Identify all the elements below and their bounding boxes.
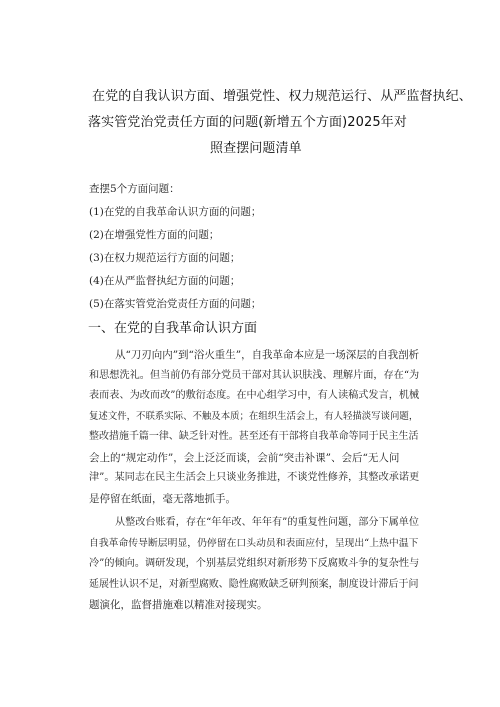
section-heading: 一、在党的自我革命认识方面 [88,321,258,336]
title-line-3: 照查摆问题清单 [210,141,302,156]
paragraph-line: 表而表、为改而改”的敷衍态度。在中心组学习中，有人读稿式发言，机械 [89,390,420,401]
intro-item-4: (4)在从严监督执纪方面的问题； [89,275,241,287]
paragraph-line: 冷”的倾向。调研发现，个别基层党组织对新形势下反腐败斗争的复杂性与 [89,558,420,569]
paragraph-line: 和思想洗礼。但当前仍有部分党员干部对其认识肤浅、理解片面，存在“为 [89,369,420,381]
paragraph-line: 从整改台账看，存在“年年改、年年有”的重复性问题，部分下属单位 [115,517,419,528]
title-line-2: 落实管党治党责任方面的问题(新增五个方面)2025年对 [88,115,407,130]
paragraph-line: 是停留在纸面，毫无落地抓手。 [89,492,236,505]
intro-item-3: (3)在权力规范运行方面的问题； [89,252,241,264]
intro-lead: 查摆5个方面问题： [89,183,180,195]
paragraph-line: 整改措施千篇一律、缺乏针对性。甚至还有干部将自我革命等同于民主生活 [89,431,419,442]
intro-item-1: (1)在党的自我革命认识方面的问题； [89,206,262,218]
paragraph-line: 复述文件，不联系实际、不触及本质；在组织生活会上，有人轻描淡写谈问题， [89,410,419,422]
paragraph-line: 自我革命传导断层明显，仍停留在口头动员和表面应付，呈现出“上热中温下 [89,537,419,549]
intro-item-5: (5)在落实管党治党责任方面的问题； [89,298,262,310]
intro-item-2: (2)在增强党性方面的问题； [89,229,220,241]
title-line-1: 在党的自我认识方面、增强党性、权力规范运行、从严监督执纪、 [92,89,472,104]
section-paragraph-1 [89,345,419,509]
paragraph-line: 题演化，监督措施难以精准对接现实。 [89,599,268,611]
paragraph-line: 延展性认识不足，对新型腐败、隐性腐败缺乏研判预案，制度设计滞后于问 [89,578,419,590]
paragraph-line: 会上的“规定动作”，会上泛泛而谈，会前“突击补课”、会后“无人问 [89,451,400,464]
section-paragraph-2 [89,513,419,616]
paragraph-line: 津”。某同志在民主生活会上只谈业务推进，不谈党性修养，其整改承诺更 [89,472,420,483]
paragraph-line: 从“刀刃向内”到“浴火重生”，自我革命本应是一场深层的自我剖析 [115,349,420,361]
